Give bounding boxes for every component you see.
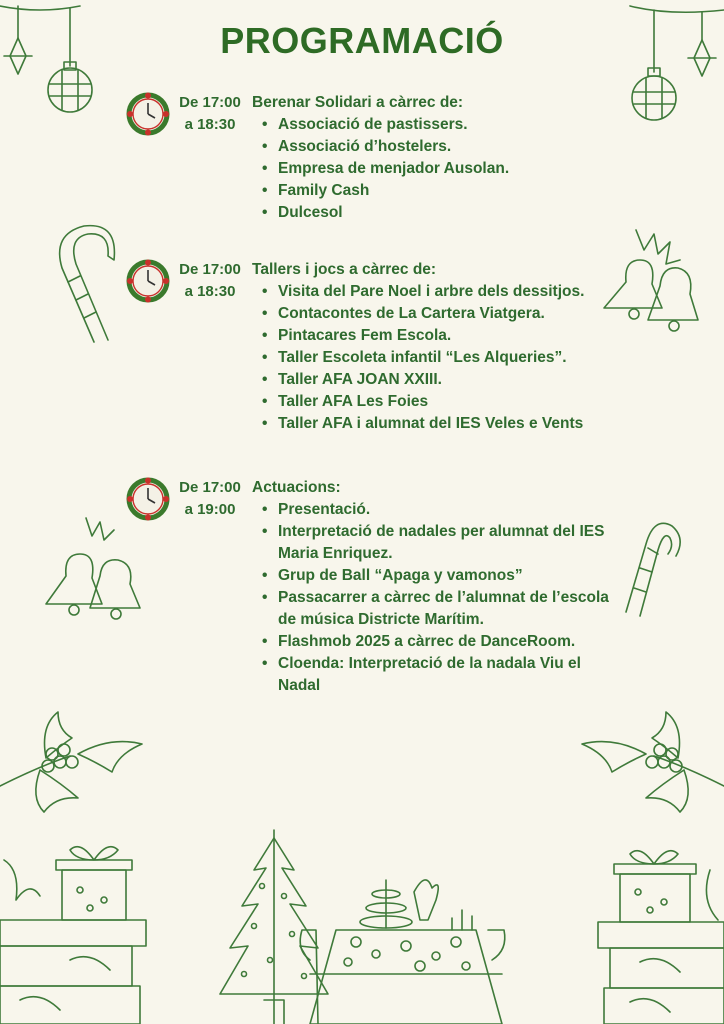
list-item: • Taller Escoleta infantil “Les Alqueries”. <box>278 347 612 369</box>
list-item: • Passacarrer a càrrec de l’alumnat de l’escola de música Districte Marítim. <box>278 587 612 631</box>
dessert-table-illustration <box>296 870 512 1024</box>
holly-left-illustration <box>0 706 150 816</box>
clock-wreath-icon <box>126 259 170 303</box>
list-item: • Taller AFA Les Foies <box>278 391 612 413</box>
list-item: • Contacontes de La Cartera Viatgera. <box>278 303 612 325</box>
christmas-bells-left-illustration <box>46 512 146 628</box>
candy-cane-right-illustration <box>616 508 686 620</box>
list-item: • Associació d’hostelers. <box>278 136 612 158</box>
item-list <box>252 114 612 224</box>
time-range <box>176 477 244 521</box>
time-end: a 19:00 <box>184 501 236 518</box>
section-heading: Actuacions: <box>252 479 341 496</box>
holly-right-illustration <box>580 706 724 816</box>
list-item: • Associació de pastissers. <box>278 114 612 136</box>
christmas-bells-right-illustration <box>596 220 710 346</box>
list-item: • Taller AFA JOAN XXIII. <box>278 369 612 391</box>
list-item: • Grup de Ball “Apaga y vamonos” <box>278 565 612 587</box>
list-item: • Presentació. <box>278 499 612 521</box>
section-heading: Berenar Solidari a càrrec de: <box>252 94 464 111</box>
time-range <box>176 92 244 136</box>
time-start: De 17:00 <box>179 479 241 496</box>
list-item: • Family Cash <box>278 180 612 202</box>
item-list <box>252 281 612 435</box>
item-list <box>252 499 612 697</box>
clock-wreath-icon <box>126 92 170 136</box>
list-item: • Empresa de menjador Ausolan. <box>278 158 612 180</box>
list-item: • Dulcesol <box>278 202 612 224</box>
time-end: a 18:30 <box>184 283 236 300</box>
time-start: De 17:00 <box>179 94 241 111</box>
time-start: De 17:00 <box>179 261 241 278</box>
list-item: • Pintacares Fem Escola. <box>278 325 612 347</box>
list-item: • Interpretació de nadales per alumnat del IES Maria Enriquez. <box>278 521 612 565</box>
page-title: PROGRAMACIÓ <box>220 20 504 61</box>
clock-wreath-icon <box>126 477 170 521</box>
candy-cane-left-illustration <box>38 224 118 348</box>
time-range <box>176 259 244 303</box>
gift-boxes-right-illustration <box>590 840 724 1024</box>
gift-boxes-left-illustration <box>0 840 150 1024</box>
section-content <box>252 477 612 697</box>
list-item: • Cloenda: Interpretació de la nadala Viu el Nadal <box>278 653 612 697</box>
list-item: • Flashmob 2025 a càrrec de DanceRoom. <box>278 631 612 653</box>
list-item: • Taller AFA i alumnat del IES Veles e Vents <box>278 413 612 435</box>
section-content <box>252 259 612 435</box>
section-content <box>252 92 612 224</box>
time-end: a 18:30 <box>184 116 236 133</box>
list-item: • Visita del Pare Noel i arbre dels dessitjos. <box>278 281 612 303</box>
section-heading: Tallers i jocs a càrrec de: <box>252 261 437 278</box>
